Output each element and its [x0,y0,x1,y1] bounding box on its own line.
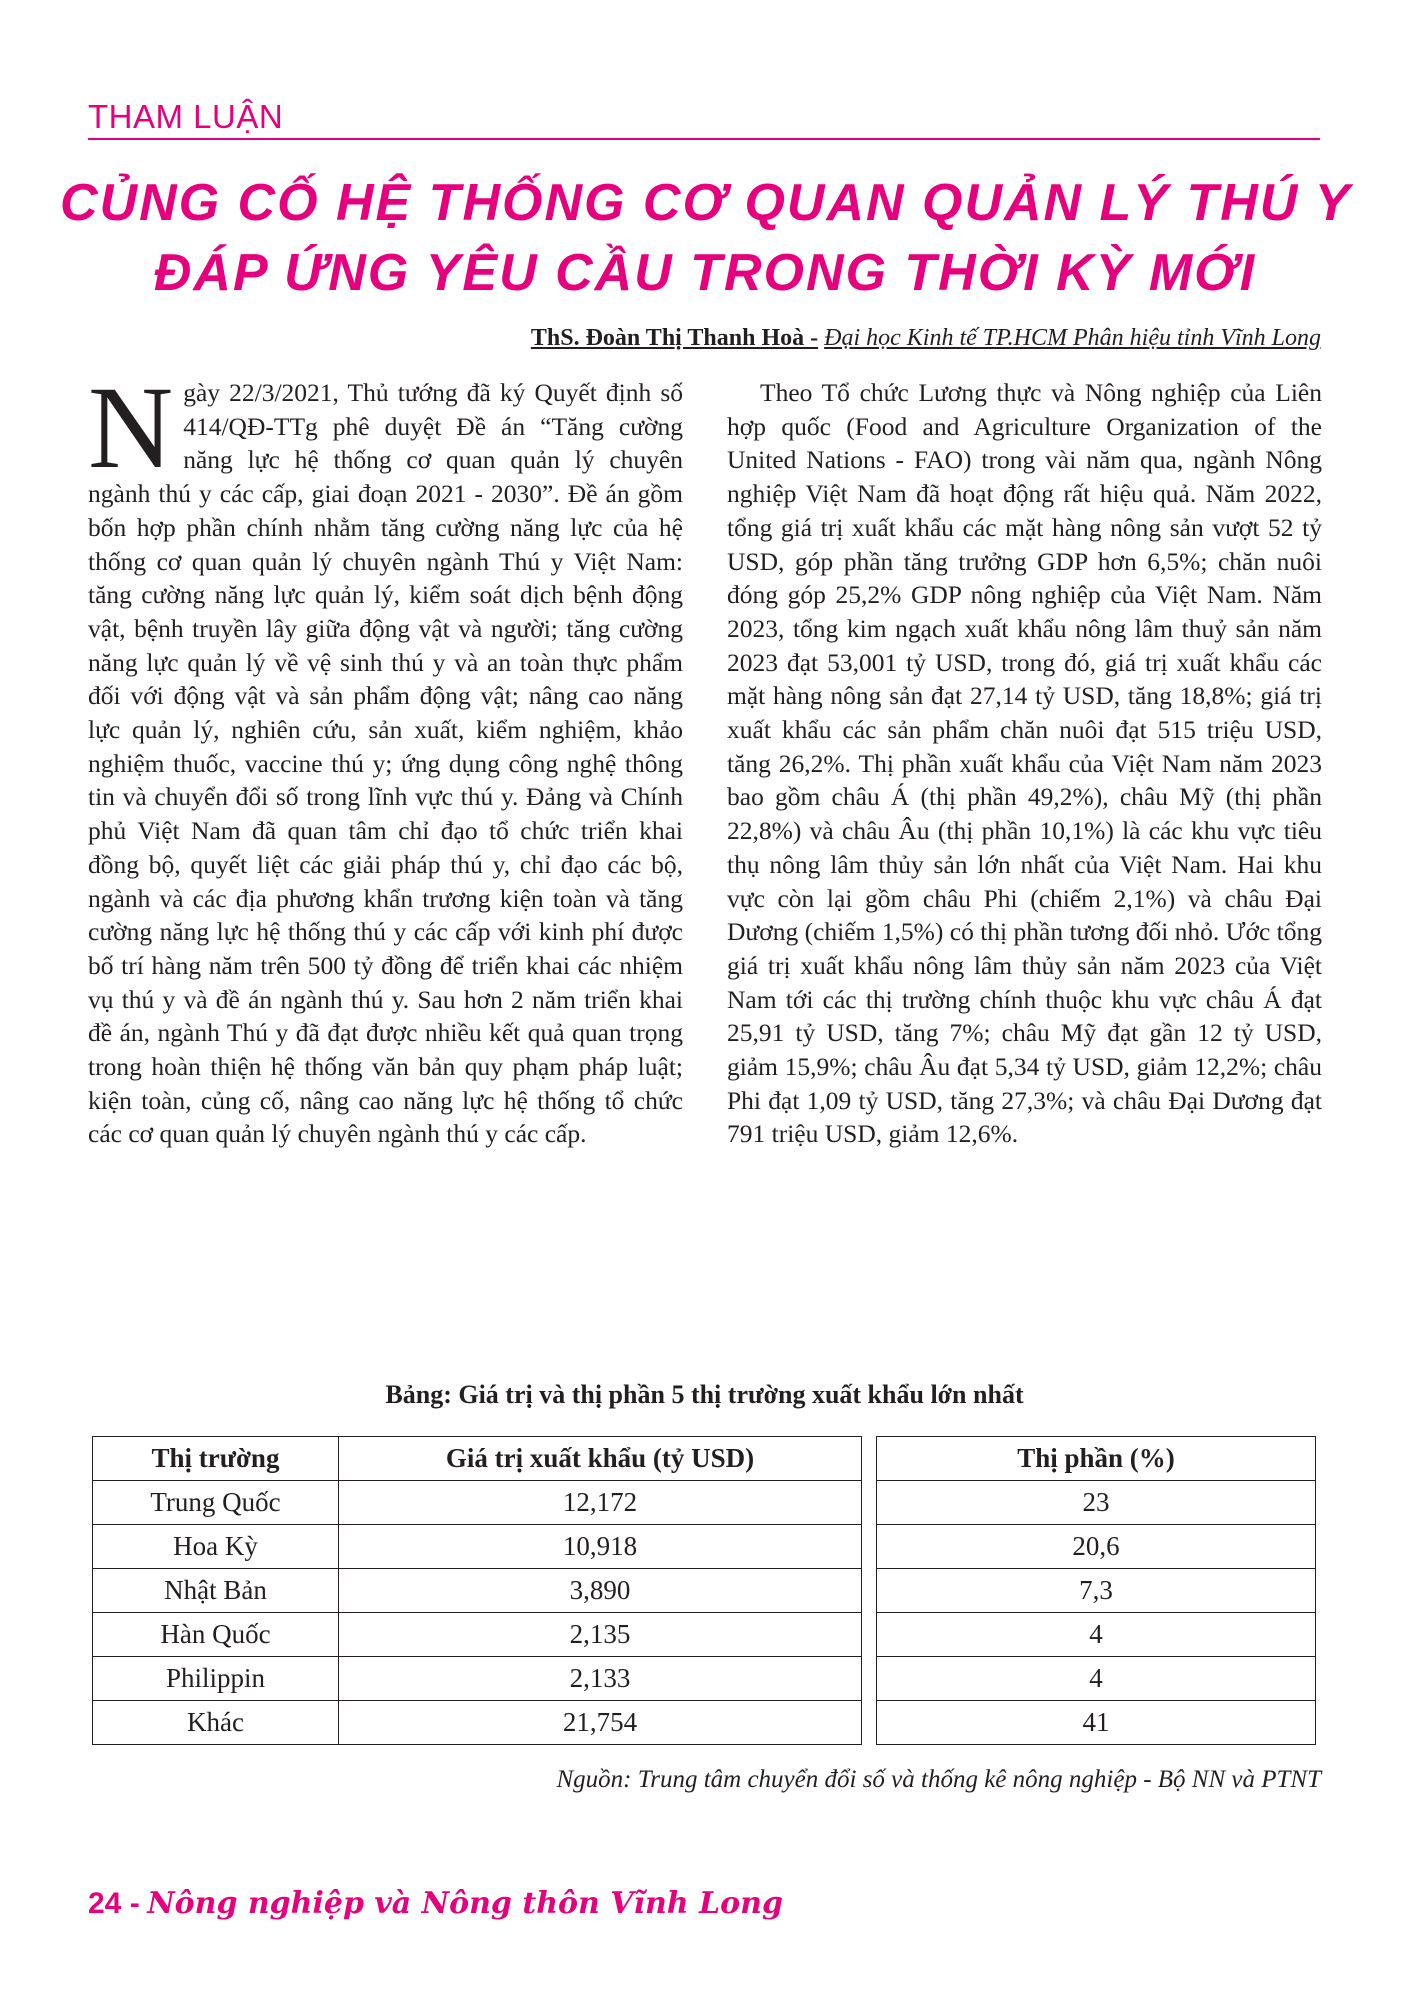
share-cell: 23 [877,1481,1316,1525]
value-cell: 10,918 [339,1525,862,1569]
table-header-row [93,1437,862,1481]
market-cell: Philippin [93,1657,339,1701]
table-row [93,1701,862,1745]
table-row [877,1657,1316,1701]
table-row [93,1525,862,1569]
market-cell: Hàn Quốc [93,1613,339,1657]
market-cell: Hoa Kỳ [93,1525,339,1569]
table-source-note: Nguồn: Trung tâm chuyển đổi số và thống kê nông nghiệp - Bộ NN và PTNT [556,1766,1321,1793]
table-row [93,1569,862,1613]
section-label: THAM LUẬN [88,98,284,135]
header-market: Thị trường [93,1437,339,1481]
table-row [877,1525,1316,1569]
table-row [93,1481,862,1525]
body-column-right [727,376,1322,1151]
section-divider [88,138,1320,140]
table-header-row [877,1437,1316,1481]
body-paragraph-left: gày 22/3/2021, Thủ tướng đã ký Quyết định số 414/QĐ-TTg phê duyệt Đề án “Tăng cường năng lực hệ thống cơ quan quản lý chuyên ngành thú y các cấp, giai đoạn 2021 - 2030”. Đề án gồm bốn hợp phần chính nhằm tăng cường năng lực của hệ thống cơ quan quản lý chuyên ngành Thú y Việt Nam: tăng cường năng lực quản lý, kiểm soát dịch bệnh động vật, bệnh truyền lây giữa động vật và người; tăng cường năng lực quản lý về vệ sinh thú y và an toàn thực phẩm đối với động vật và sản phẩm động vật; nâng cao năng lực quản lý, nghiên cứu, sản xuất, kiểm nghiệm, khảo nghiệm thuốc, vaccine thú y; ứng dụng công nghệ thông tin và chuyển đổi số trong lĩnh vực thú y. Đảng và Chính phủ Việt Nam đã quan tâm chỉ đạo tổ chức triển khai đồng bộ, quyết liệt các giải pháp thú y, chỉ đạo các bộ, ngành và các địa phương khẩn trương kiện toàn và tăng cường năng lực hệ thống thú y các cấp với kinh phí được bố trí hàng năm trên 500 tỷ đồng để triển khai các nhiệm vụ thú y và đề án ngành thú y. Sau hơn 2 năm triển khai đề án, ngành Thú y đã đạt được nhiều kết quả quan trọng trong hoàn thiện hệ thống văn bản quy phạm pháp luật; kiện toàn, củng cố, nâng cao năng lực hệ thống tổ chức các cơ quan quản lý chuyên ngành thú y các cấp. [88,378,683,1149]
market-cell: Khác [93,1701,339,1745]
table-title: Bảng: Giá trị và thị phần 5 thị trường xuất khẩu lớn nhất [385,1380,1024,1409]
body-column-left [88,362,683,1151]
author-name: ThS. Đoàn Thị Thanh Hoà - [530,325,819,351]
market-share-table [876,1436,1316,1745]
share-cell: 4 [877,1613,1316,1657]
drop-cap: N [88,362,174,493]
page-footer [88,1886,783,1921]
value-cell: 3,890 [339,1569,862,1613]
page-number: 24 - [88,1887,140,1920]
body-paragraph-right: Theo Tổ chức Lương thực và Nông nghiệp của Liên hợp quốc (Food and Agriculture Organization of the United Nations - FAO) trong vài năm qua, ngành Nông nghiệp Việt Nam đã hoạt động rất hiệu quả. Năm 2022, tổng giá trị xuất khẩu các mặt hàng nông sản vượt 52 tỷ USD, góp phần tăng trưởng GDP hơn 6,5%; chăn nuôi đóng góp 25,2% GDP nông nghiệp của Việt Nam. Năm 2023, tổng kim ngạch xuất khẩu nông lâm thuỷ sản năm 2023 đạt 53,001 tỷ USD, trong đó, giá trị xuất khẩu các mặt hàng nông sản đạt 27,14 tỷ USD, tăng 18,8%; giá trị xuất khẩu các sản phẩm chăn nuôi đạt 515 triệu USD, tăng 26,2%. Thị phần xuất khẩu của Việt Nam năm 2023 bao gồm châu Á (thị phần 49,2%), châu Mỹ (thị phần 22,8%) và châu Âu (thị phần 10,1%) là các khu vực tiêu thụ nông lâm thủy sản lớn nhất của Việt Nam. Hai khu vực còn lại gồm châu Phi (chiếm 2,1%) và châu Đại Dương (chiếm 1,5%) có thị phần tương đối nhỏ. Ước tổng giá trị xuất khẩu nông lâm thủy sản năm 2023 của Việt Nam tới các thị trường chính thuộc khu vực châu Á đạt 25,91 tỷ USD, tăng 7%; châu Mỹ đạt gần 12 tỷ USD, giảm 15,9%; châu Âu đạt 5,34 tỷ USD, giảm 12,2%; châu Phi đạt 1,09 tỷ USD, tăng 27,3%; và châu Đại Dương đạt 791 triệu USD, giảm 12,6%. [727,378,1322,1149]
share-cell: 7,3 [877,1569,1316,1613]
value-cell: 12,172 [339,1481,862,1525]
table-row [93,1657,862,1701]
share-cell: 20,6 [877,1525,1316,1569]
table-row [93,1613,862,1657]
table-row [877,1569,1316,1613]
value-cell: 2,133 [339,1657,862,1701]
market-cell: Trung Quốc [93,1481,339,1525]
article-title-line2: ĐÁP ỨNG YÊU CẦU TRONG THỜI KỲ MỚI [153,244,1257,302]
table-row [877,1613,1316,1657]
author-affiliation: Đại học Kinh tế TP.HCM Phân hiệu tỉnh Vĩnh Long [824,325,1321,351]
table-row [877,1701,1316,1745]
export-value-table [92,1436,862,1745]
table-row [877,1481,1316,1525]
share-cell: 4 [877,1657,1316,1701]
byline [531,325,1321,352]
header-market-share: Thị phần (%) [877,1437,1316,1481]
magazine-name: Nông nghiệp và Nông thôn Vĩnh Long [147,1886,783,1921]
share-cell: 41 [877,1701,1316,1745]
value-cell: 21,754 [339,1701,862,1745]
market-cell: Nhật Bản [93,1569,339,1613]
header-export-value: Giá trị xuất khẩu (tỷ USD) [339,1437,862,1481]
article-title-line1: CỦNG CỐ HỆ THỐNG CƠ QUAN QUẢN LÝ THÚ Y [60,174,1352,232]
article-title [60,168,1350,308]
value-cell: 2,135 [339,1613,862,1657]
